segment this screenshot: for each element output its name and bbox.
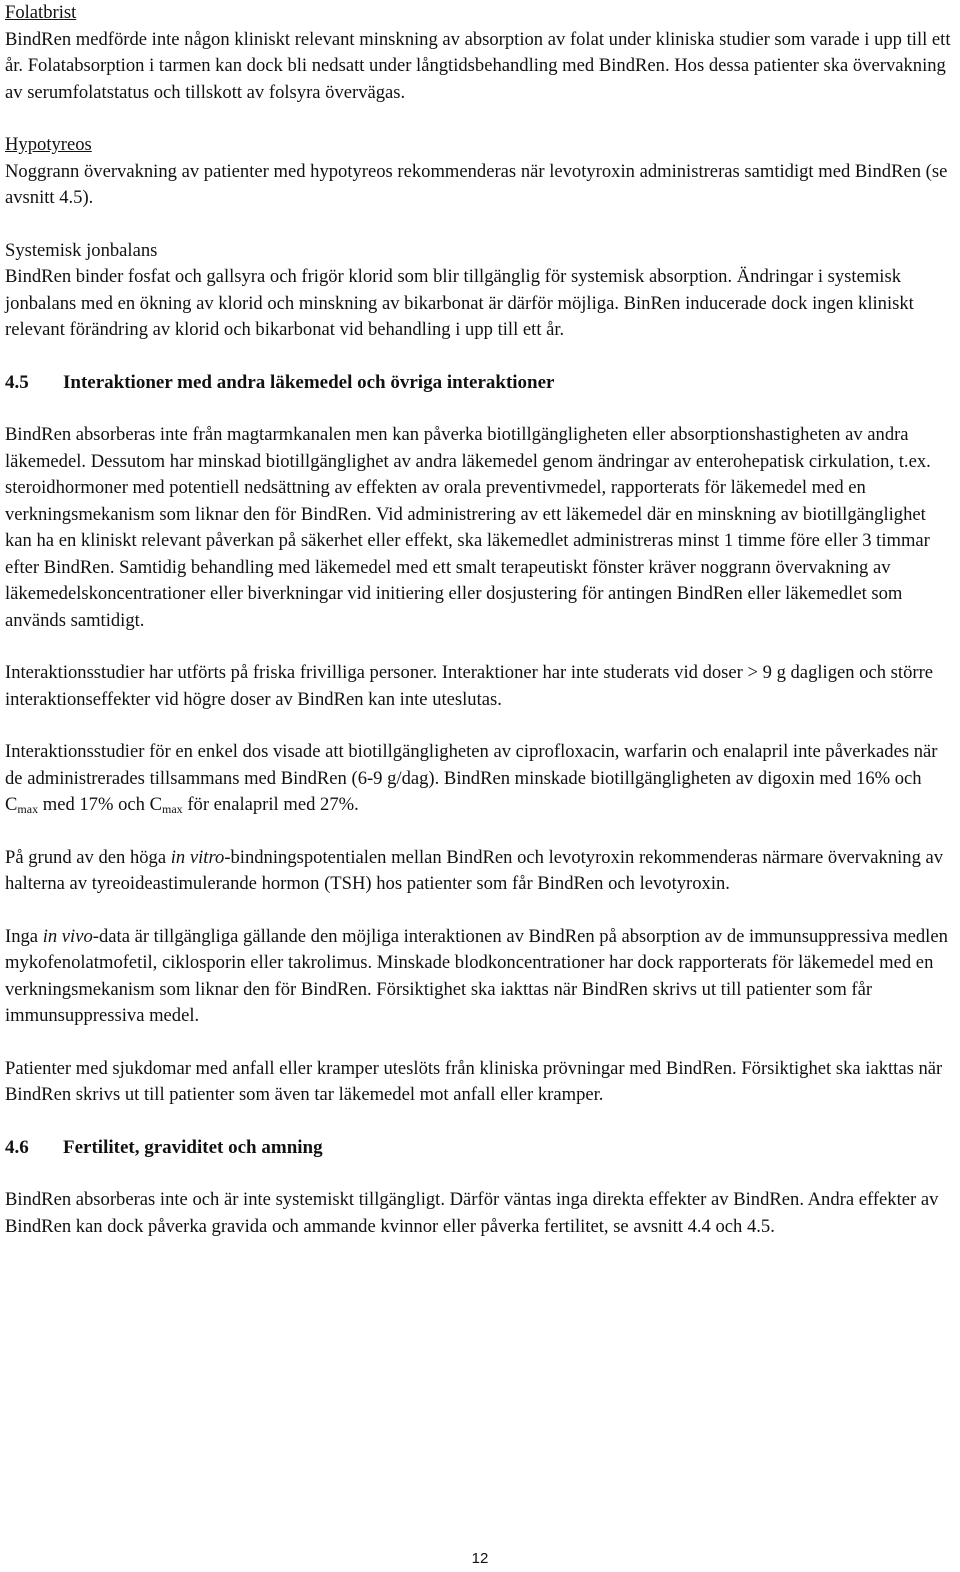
folat-heading: Folatbrist — [5, 2, 77, 23]
section-4-5-paragraph-1: BindRen absorberas inte från magtarmkanalen men kan påverka biotillgängligheten eller absorptionshastigheten av andra läkemedel. Dessutom har minskad biotillgänglighet av andra läkemedel genom ändringar av enterohepatisk cirkulation, t.ex. steroidhormoner med potentiell nedsättning av effekten av orala preventivmedel, rapporterats för läkemedel med en verkningsmekanism som liknar den för BindRen. Vid administrering av ett läkemedel där en minskning av biotillgänglighet kan ha en kliniskt relevant påverkan på säkerhet eller effekt, ska läkemedlet administreras minst 1 timme före eller 3 timmar efter BindRen. Samtidig behandling med läkemedel med ett smalt terapeutiskt fönster kräver noggrann övervakning av läkemedelskoncentrationer eller biverkningar vid initiering eller dosjustering för antingen BindRen eller läkemedlet som används samtidigt. — [5, 424, 931, 631]
page-number: 12 — [471, 1550, 489, 1567]
section-4-5-heading — [5, 370, 956, 397]
section-4-5-number: 4.5 — [5, 371, 29, 393]
subscript-max: max — [162, 802, 183, 816]
subscript-max: max — [17, 802, 39, 816]
jonbalans-paragraph: BindRen binder fosfat och gallsyra och frigör klorid som blir tillgänglig för systemisk absorption. Ändringar i systemisk jonbalans med en ökning av klorid och minskning av bikarbonat är därför möjliga. BinRen inducerade dock ingen kliniskt relevant förändring av klorid och bikarbonat vid behandling i upp till ett år. — [5, 266, 914, 340]
hypotyreos-heading: Hypotyreos — [5, 134, 92, 155]
section-4-5-title: Interaktioner med andra läkemedel och övriga interaktioner — [63, 371, 555, 393]
hypotyreos-paragraph: Noggrann övervakning av patienter med hypotyreos rekommenderas när levotyroxin administreras samtidigt med BindRen (se avsnitt 4.5). — [5, 160, 948, 208]
section-4-6-paragraph-1: BindRen absorberas inte och är inte systemiskt tillgängligt. Därför väntas inga direkta effekter av BindRen. Andra effekter av BindRen kan dock påverka gravida och ammande kvinnor eller påverka fertilitet, se avsnitt 4.4 och 4.5. — [5, 1189, 939, 1237]
section-4-6-heading — [5, 1135, 956, 1162]
italic-in-vivo: in vivo — [42, 925, 93, 947]
section-4-5-paragraph-2: Interaktionsstudier har utförts på friska frivilliga personer. Interaktioner har inte studerats vid doser > 9 g dagligen och större interaktionseffekter vid högre doser av BindRen kan inte uteslutas. — [5, 662, 934, 710]
folat-paragraph: BindRen medförde inte någon kliniskt relevant minskning av absorption av folat under kliniska studier som varade i upp till ett år. Folatabsorption i tarmen kan dock bli nedsatt under långtidsbehandling med BindRen. Hos dessa patienter ska övervakning av serumfolatstatus och tillskott av folsyra övervägas. — [5, 28, 951, 103]
section-4-6-title: Fertilitet, graviditet och amning — [63, 1136, 323, 1158]
section-4-5-paragraph-3: Interaktionsstudier för en enkel dos visade att biotillgängligheten av ciprofloxacin, warfarin och enalapril inte påverkades när de administrerades tillsammans med BindRen (6-9 g/dag). BindRen minskade biotillgängligheten av digoxin med 16% och $C_{max}$ med 17% och $C_{max}$ för enalapril med 27%. — [5, 741, 938, 816]
section-4-5-paragraph-6: Patienter med sjukdomar med anfall eller kramper uteslöts från kliniska prövningar med BindRen. Försiktighet ska iakttas när BindRen skrivs ut till patienter som även tar läkemedel mot anfall eller kramper. — [5, 1057, 943, 1105]
section-4-5-paragraph-5: Inga in vivo-data är tillgängliga gällande den möjliga interaktionen av BindRen på absorption av de immunsuppressiva medlen mykofenolatmofetil, ciklosporin eller takrolimus. Minskade blodkoncentrationer har dock rapporterats för läkemedel med en verkningsmekanism som liknar den för BindRen. Försiktighet ska iakttas när BindRen skrivs ut till patienter som får immunsuppressiva medel. — [5, 925, 948, 1026]
jonbalans-heading: Systemisk jonbalans — [5, 239, 158, 261]
section-4-6-number: 4.6 — [5, 1136, 29, 1158]
section-4-5-paragraph-4: På grund av den höga in vitro-bindningspotentialen mellan BindRen och levotyroxin rekommenderas närmare övervakning av halterna av tyreoideastimulerande hormon (TSH) hos patienter som får BindRen och levotyroxin. — [5, 846, 944, 894]
italic-in-vitro: in vitro — [170, 846, 225, 868]
